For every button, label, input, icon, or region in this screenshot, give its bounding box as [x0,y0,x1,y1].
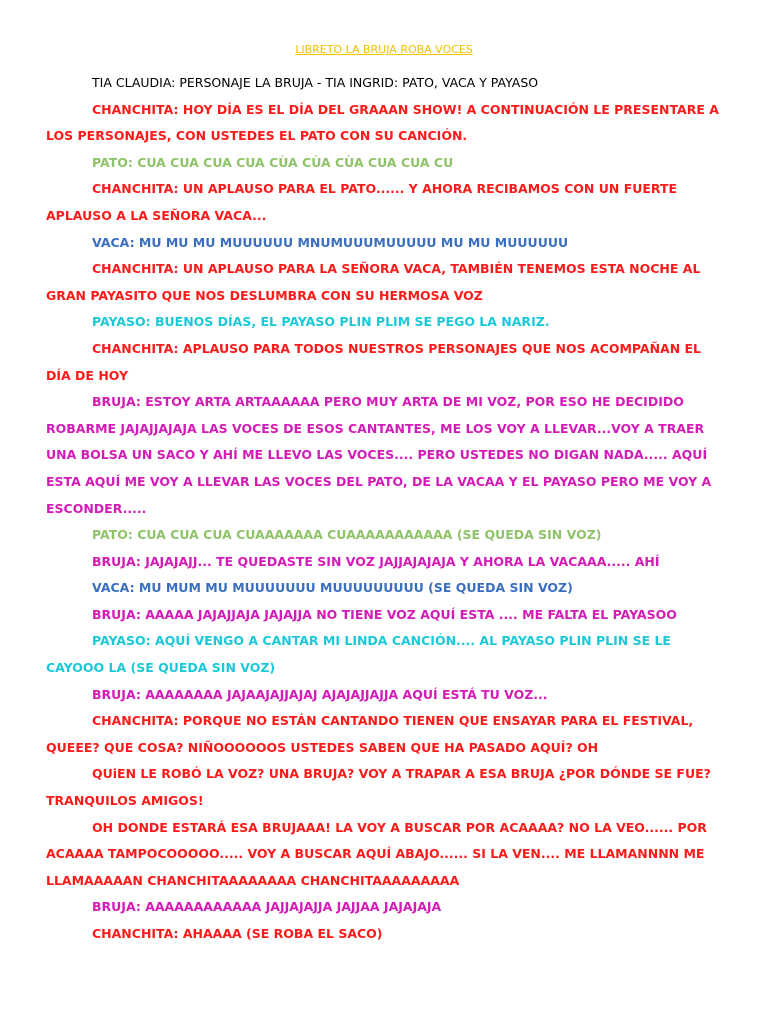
script-line: CHANCHITA: APLAUSO PARA TODOS NUESTROS PERSONAJES QUE NOS ACOMPAÑAN EL DÍA DE HOY [46,340,702,383]
script-line: BRUJA: AAAAAAAAAAAA JAJJAJAJJA JAJJAA JAJAJAJA [92,899,442,915]
script-line: PAYASO: BUENOS DÍAS, EL PAYASO PLIN PLIM SE PEGO LA NARIZ. [92,314,550,330]
script-line: CHANCHITA: UN APLAUSO PARA EL PATO...... Y AHORA RECIBAMOS CON UN FUERTE APLAUSO A LA SEÑORA VACA... [46,181,678,223]
script-line: QUiEN LE ROBÓ LA VOZ? UNA BRUJA? VOY A TRAPAR A ESA BRUJA ¿POR DÓNDE SE FUE? TRANQUILOS AMIGOS! [46,766,711,809]
script-line: BRUJA: AAAAAAAA JAJAAJAJJAJAJ AJAJAJJAJJA AQUÍ ESTÁ TU VOZ... [92,686,548,702]
script-line: CHANCHITA: AHAAAA (SE ROBA EL SACO) [92,926,383,941]
script-line: BRUJA: ESTOY ARTA ARTAAAAAA PERO MUY ARTA DE MI VOZ, POR ESO HE DECIDIDO ROBARME JAJAJJAJAJA LAS VOCES DE ESOS CANTANTES, ME LOS VOY A LLEVAR...VOY A TRAER UNA BOLSA UN SACO Y AHÍ ME LLEVO LAS VOCES.... PERO USTEDES NO DIGAN NADA..... AQUÍ ESTA AQUÍ ME VOY A LLEVAR LAS VOCES DEL PATO, DE LA VACAA Y EL PAYASO PERO ME VOY A ESCONDER..... [46,394,712,516]
script-line: BRUJA: AAAAA JAJAJJAJA JAJAJJA NO TIENE VOZ AQUÍ ESTA .... ME FALTA EL PAYASOO [92,606,677,622]
script-line: PAYASO: AQUÍ VENGO A CANTAR MI LINDA CANCIÓN.... AL PAYASO PLIN PLIN SE LE CAYOOO LA (SE QUEDA SIN VOZ) [46,633,671,676]
script-line: BRUJA: JAJAJAJJ... TE QUEDASTE SIN VOZ JAJJAJAJAJA Y AHORA LA VACAAA..... AHÍ [92,553,660,569]
document-title: LIBRETO LA BRUJA ROBA VOCES [295,43,473,56]
cast-subtitle: TIA CLAUDIA: PERSONAJE LA BRUJA - TIA INGRID: PATO, VACA Y PAYASO [92,75,539,90]
script-line: CHANCHITA: HOY DÍA ES EL DÍA DEL GRAAAN SHOW! A CONTINUACIÓN LE PRESENTARE A LOS PERSONAJES, CON USTEDES EL PATO CON SU CANCIÓN. [46,101,719,144]
script-line: OH DONDE ESTARÁ ESA BRUJAAA! LA VOY A BUSCAR POR ACAAAA? NO LA VEO...... POR ACAAAA TAMPOCOOOOO..... VOY A BUSCAR AQUÍ ABAJO...... SI LA VEN.... ME LLAMANNNN ME LLAMAAAAAN CHANCHITAAAAAAAA CHANCHITAAAAAAAAA [46,819,707,888]
script-line: VACA: MU MUM MU MUUUUUUU MUUUUUUUUU (SE QUEDA SIN VOZ) [92,580,573,596]
script-line: VACA: MU MU MU MUUUUUU MNUMUUUMUUUUU MU MU MUUUUUU [92,234,569,250]
script-line: CHANCHITA: PORQUE NO ESTÁN CANTANDO TIENEN QUE ENSAYAR PARA EL FESTIVAL, QUEEE? QUE COSA? NIÑOOOOOOS USTEDES SABEN QUE HA PASADO AQUÍ? OH [46,713,694,755]
script-line: CHANCHITA: UN APLAUSO PARA LA SEÑORA VACA, TAMBIÉN TENEMOS ESTA NOCHE AL GRAN PAYASITO QUE NOS DESLUMBRA CON SU HERMOSA VOZ [46,261,701,303]
script-line: PATO: CUA CUA CUA CUA CÙA CÙA CÙA CUA CUA CU [92,154,454,170]
script-line: PATO: CUA CUA CUA CUAAAAAAA CUAAAAAAAAAAA (SE QUEDA SIN VOZ) [92,527,602,543]
